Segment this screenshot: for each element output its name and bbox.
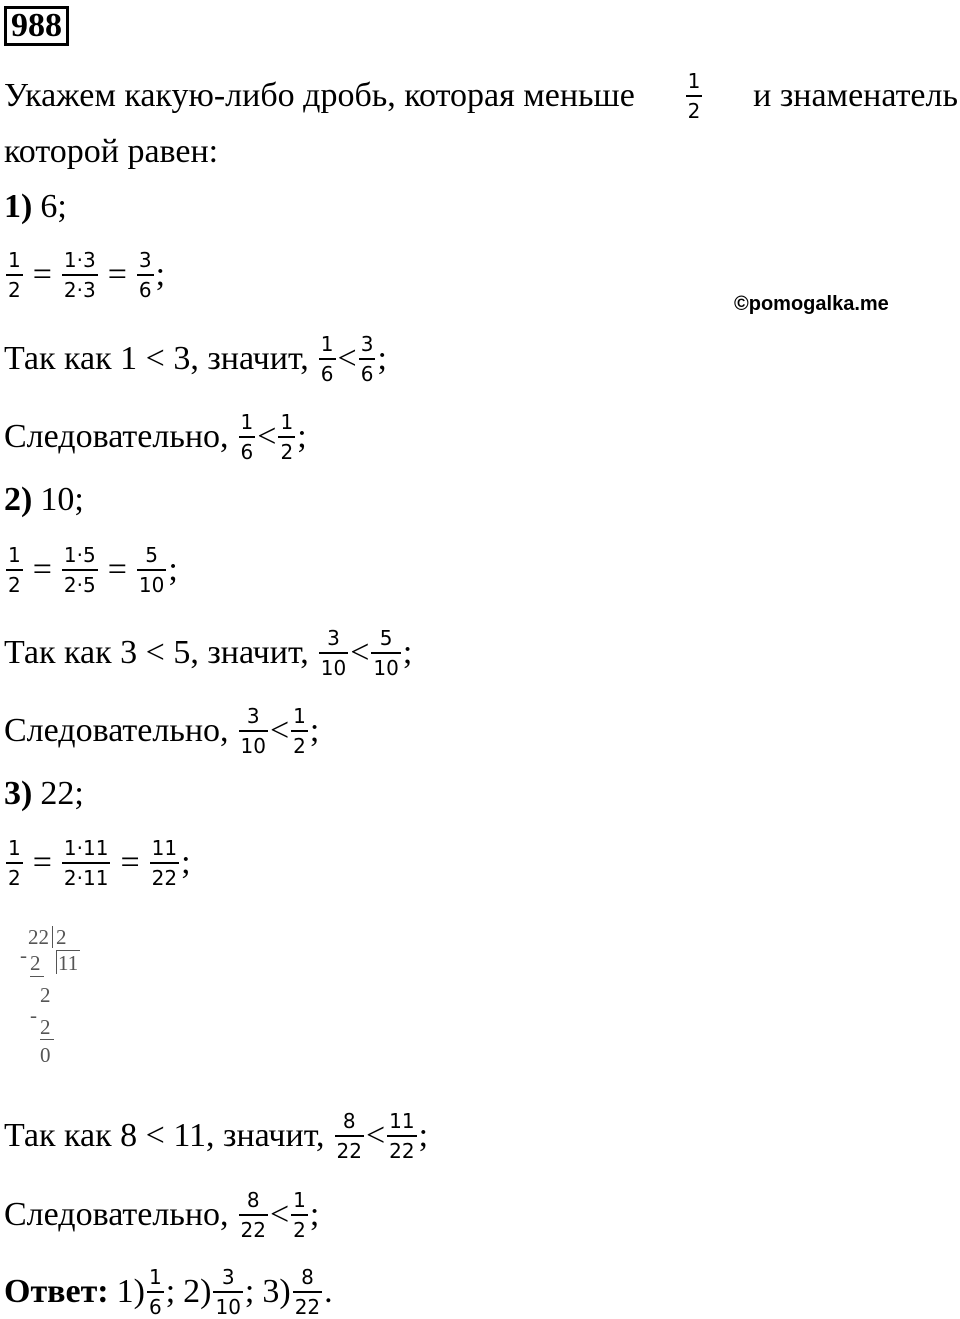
part-1-conclusion: Следовательно, $\frac{1}{6}$ < $\frac{1}{2}$ ; xyxy=(4,410,307,464)
division-step2-rem: 0 xyxy=(40,1043,51,1067)
part-3-equation: $\frac{1}{2}$ = $\frac{1\cdot 11}{2\cdot 11}$ = $\frac{11}{22}$ ; xyxy=(8,836,191,890)
fraction: $\frac{5}{10}$ xyxy=(373,626,399,680)
fraction: $\frac{1\cdot 11}{2\cdot 11}$ xyxy=(63,836,109,890)
fraction: $\frac{8}{22}$ xyxy=(294,1265,321,1319)
fraction: $\frac{3}{10}$ xyxy=(320,626,347,680)
intro-text xyxy=(4,68,958,180)
division-quotient: 11 xyxy=(58,951,79,975)
intro-part2: и знаменатель xyxy=(753,77,958,114)
intro-part1: Укажем какую-либо дробь, которая меньше xyxy=(4,77,635,114)
part-2-equation: $\frac{1}{2}$ = $\frac{1\cdot 5}{2\cdot 5}$ = $\frac{5}{10}$ ; xyxy=(8,543,178,597)
fraction: $\frac{11}{22}$ xyxy=(151,836,178,890)
part-3-compare: Так как 8 < 11, значит, $\frac{8}{22}$ < $\frac{11}{22}$ ; xyxy=(4,1109,429,1163)
answer-line: Ответ: 1) $\frac{1}{6}$ ; 2) $\frac{3}{10}$ ; 3) $\frac{8}{22}$ . xyxy=(4,1265,333,1319)
fraction: $\frac{1}{2}$ xyxy=(8,836,21,890)
fraction: $\frac{1}{2}$ xyxy=(280,410,294,464)
division-dividend: 22 xyxy=(28,925,49,949)
fraction: $\frac{1}{6}$ xyxy=(320,332,334,386)
division-minus-2: - xyxy=(30,1003,37,1027)
fraction: $\frac{8}{22}$ xyxy=(336,1109,362,1163)
problem-number: 988 xyxy=(4,6,69,46)
intro-fraction: $\frac{1}{2}$ xyxy=(687,69,701,123)
part-1-equation: $\frac{1}{2}$ = $\frac{1\cdot 3}{2\cdot 3}$ = $\frac{3}{6}$ ; xyxy=(8,248,166,302)
part-1-header: 1) 6; xyxy=(4,188,67,225)
part-1-compare: Так как 1 < 3, значит, $\frac{1}{6}$ < $\frac{3}{6}$ ; xyxy=(4,332,387,386)
fraction: $\frac{1\cdot 3}{2\cdot 3}$ xyxy=(63,248,96,302)
fraction: $\frac{3}{10}$ xyxy=(240,704,266,758)
fraction: $\frac{1}{2}$ xyxy=(8,248,21,302)
fraction: $\frac{3}{10}$ xyxy=(215,1265,241,1319)
fraction: $\frac{1}{2}$ xyxy=(8,543,21,597)
fraction: $\frac{1\cdot 5}{2\cdot 5}$ xyxy=(63,543,96,597)
fraction: $\frac{1}{2}$ xyxy=(293,1188,306,1242)
intro-line2: которой равен: xyxy=(4,133,219,170)
fraction: $\frac{5}{10}$ xyxy=(138,543,165,597)
fraction: $\frac{8}{22}$ xyxy=(240,1188,266,1242)
division-minus-1: - xyxy=(20,943,27,967)
fraction: $\frac{11}{22}$ xyxy=(389,1109,415,1163)
fraction: $\frac{1}{6}$ xyxy=(148,1265,162,1319)
part-2-header: 2) 10; xyxy=(4,481,84,518)
fraction: $\frac{1}{6}$ xyxy=(240,410,254,464)
long-division xyxy=(18,926,88,1072)
fraction: $\frac{1}{2}$ xyxy=(293,704,306,758)
part-3-header: 3) 22; xyxy=(4,775,84,812)
fraction: $\frac{3}{6}$ xyxy=(360,332,374,386)
watermark: ©pomogalka.me xyxy=(734,293,889,315)
division-step1-rem: 2 xyxy=(40,983,51,1007)
part-2-compare: Так как 3 < 5, значит, $\frac{3}{10}$ < $\frac{5}{10}$ ; xyxy=(4,626,413,680)
division-step1-sub: 2 xyxy=(30,951,41,975)
division-step2-sub: 2 xyxy=(40,1015,51,1039)
part-3-conclusion: Следовательно, $\frac{8}{22}$ < $\frac{1}{2}$ ; xyxy=(4,1188,320,1242)
part-2-conclusion: Следовательно, $\frac{3}{10}$ < $\frac{1}{2}$ ; xyxy=(4,704,320,758)
fraction: $\frac{3}{6}$ xyxy=(138,248,152,302)
division-divisor: 2 xyxy=(56,925,67,949)
answer-label: Ответ: xyxy=(4,1273,109,1310)
